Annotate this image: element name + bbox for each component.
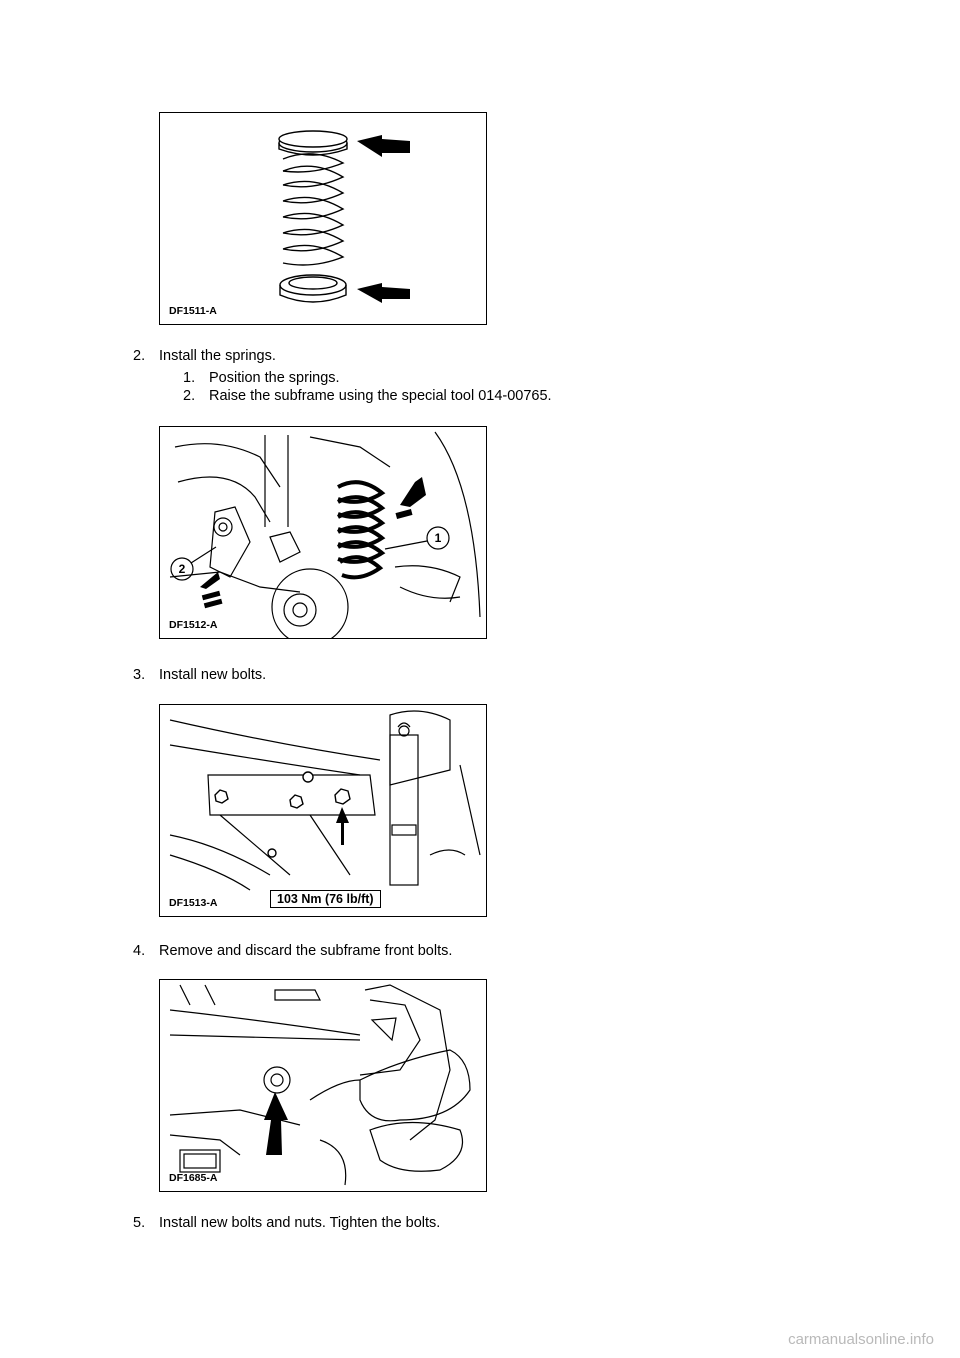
step-4 [133, 942, 452, 960]
figure-code: DF1685-A [169, 1172, 218, 1184]
figure-code: DF1512-A [169, 619, 218, 631]
step-text: Install new bolts and nuts. Tighten the bolts. [159, 1215, 441, 1231]
step-number: 2. [133, 348, 146, 364]
suspension-illustration [160, 427, 487, 639]
subframe-illustration [160, 980, 487, 1192]
figure-code: DF1513-A [169, 897, 218, 909]
substep-text: Raise the subframe using the special tool 014-00765. [209, 388, 552, 404]
step-text: Install the springs. [159, 348, 276, 364]
substep-text: Position the springs. [209, 370, 340, 386]
step-number: 3. [133, 667, 146, 683]
step-text: Remove and discard the subframe front bolts. [159, 943, 453, 959]
figure-code: DF1511-A [169, 305, 217, 317]
callout-1: 1 [434, 531, 442, 545]
step-5 [133, 1214, 440, 1232]
substep-number: 2. [183, 388, 196, 404]
callout-2: 2 [178, 562, 186, 576]
bolts-illustration [160, 705, 487, 917]
spring-illustration [160, 113, 487, 325]
figure-spring-install [159, 426, 487, 639]
substep-number: 1. [183, 370, 196, 386]
figure-spring-seats [159, 112, 487, 325]
torque-label: 103 Nm (76 lb/ft) [270, 890, 381, 908]
step-2 [133, 347, 276, 365]
step-text: Install new bolts. [159, 667, 267, 683]
substep-1 [183, 369, 340, 387]
figure-subframe-bolts [159, 979, 487, 1192]
step-number: 5. [133, 1215, 146, 1231]
figure-new-bolts [159, 704, 487, 917]
watermark: carmanualsonline.info [788, 1331, 934, 1348]
substep-2 [183, 387, 552, 405]
step-number: 4. [133, 943, 146, 959]
step-3 [133, 666, 266, 684]
